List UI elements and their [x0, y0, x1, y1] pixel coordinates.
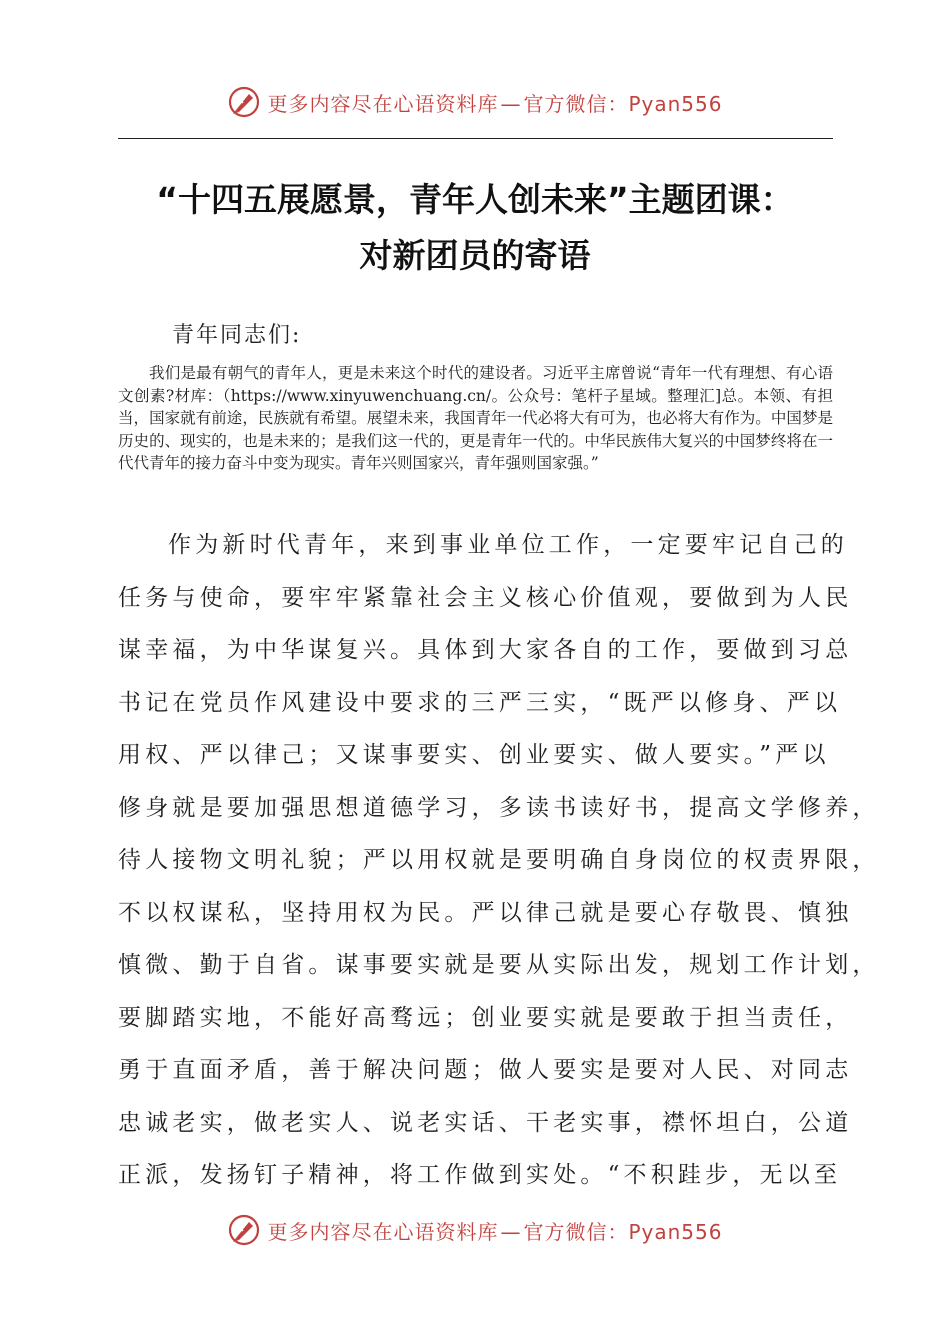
banner-text: 更多内容尽在心语资料库 — 官方微信：Pyan556	[267, 1219, 723, 1244]
document-title-line1: “十四五展愿景，青年人创未来”主题团课：	[156, 180, 794, 219]
body-line: 忠诚老实，做老实人、说老实话、干老实事，襟怀坦白，公道	[118, 1109, 853, 1136]
body-paragraph	[118, 528, 880, 1211]
body-line: 要脚踏实地，不能好高骛远；创业要实就是要敢于担当责任，	[118, 1004, 853, 1031]
body-line: 正派，发扬钉子精神，将工作做到实处。“不积跬步，无以至	[118, 1162, 842, 1188]
header-banner	[0, 80, 950, 124]
body-line: 待人接物文明礼貌；严以用权就是要明确自身岗位的权责界限，	[118, 847, 880, 873]
body-line: 用权、严以律己；又谋事要实、创业要实、做人要实。”严以	[118, 742, 830, 768]
body-line: 修身就是要加强思想道德学习，多读书读好书，提高文学修养，	[118, 794, 880, 821]
body-line: 勇于直面矛盾，善于解决问题；做人要实是要对人民、对同志	[118, 1057, 853, 1083]
quote-paragraph	[118, 362, 833, 475]
quote-text: 我们是最有朝气的青年人，更是未来这个时代的建设者。习近平主席曾说“青年一代有理想、有心语文创素?材库：（https://www.xinyuwenchuang.cn/。公众号：笔杆子星域。整理汇]总。本领、有担当，国家就有前途，民族就有希望。展望未来，我国青年一代必将大有可为，也必将大有作为。中国梦是历史的、现实的，也是未来的；是我们这一代的，更是青年一代的。中华民族伟大复兴的中国梦终将在一代代青年的接力奋斗中变为现实。青年兴则国家兴，青年强则国家强。”	[118, 364, 833, 473]
pen-nib-logo-icon	[227, 85, 261, 119]
body-line: 谋幸福，为中华谋复兴。具体到大家各自的工作，要做到习总	[118, 637, 853, 663]
greeting: 青年同志们:	[172, 323, 302, 348]
document-title-line2: 对新团员的寄语	[359, 236, 591, 275]
body-line: 作为新时代青年，来到事业单位工作，一定要牢记自己的	[168, 532, 848, 558]
body-line: 书记在党员作风建设中要求的三严三实，“既严以修身、严以	[118, 689, 842, 716]
banner-text: 更多内容尽在心语资料库 — 官方微信：Pyan556	[267, 91, 723, 116]
body-line: 慎微、勤于自省。谋事要实就是要从实际出发，规划工作计划，	[118, 952, 880, 978]
pen-nib-logo-icon	[227, 1213, 261, 1247]
footer-banner	[0, 1208, 950, 1252]
header-divider	[118, 138, 833, 139]
body-line: 任务与使命，要牢牢紧靠社会主义核心价值观，要做到为人民	[118, 584, 853, 611]
body-line: 不以权谋私，坚持用权为民。严以律己就是要心存敬畏、慎独	[118, 899, 853, 926]
